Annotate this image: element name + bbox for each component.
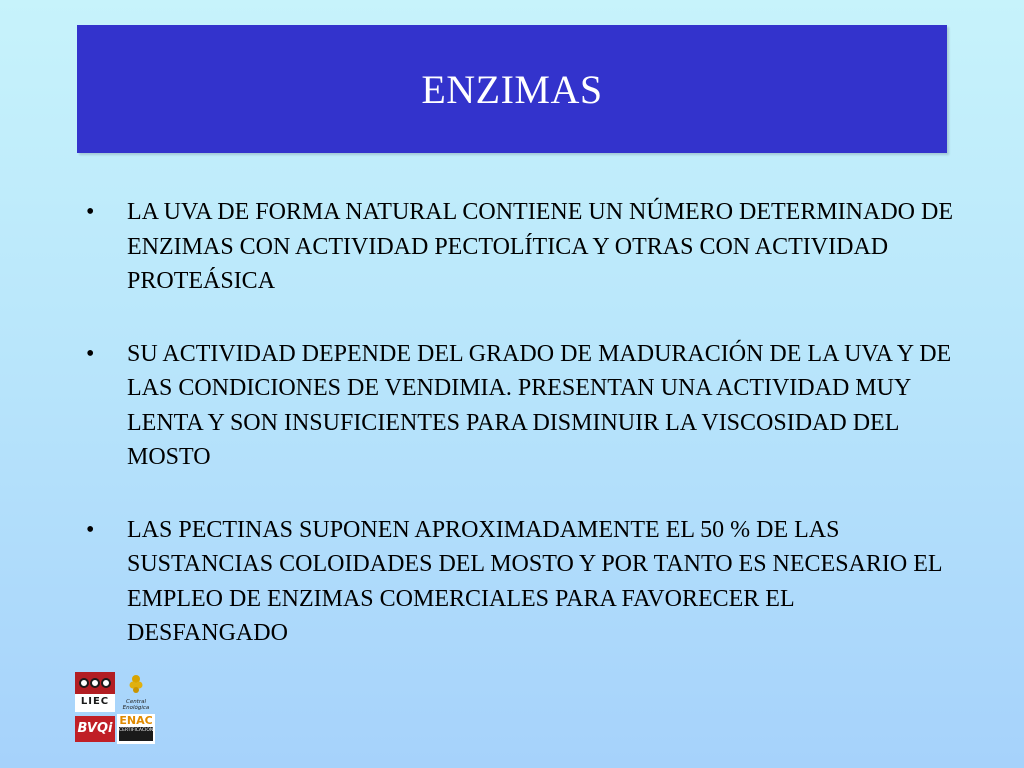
certification-logos [75, 672, 155, 744]
bvqi-logo-text: BVQi [77, 721, 113, 736]
bullet-dot-icon: • [86, 340, 95, 367]
liec-logo-text: LIEC [80, 696, 110, 707]
enac-sub-text: CERTIFICACION [119, 727, 153, 741]
liec-circle-icon [101, 678, 111, 688]
liec-banner [75, 672, 115, 694]
liec-circle-icon [90, 678, 100, 688]
central-enologica-logo [117, 672, 155, 712]
enac-logo [117, 714, 155, 744]
bullet-list [80, 195, 960, 689]
bullet-text: LAS PECTINAS SUPONEN APROXIMADAMENTE EL 50 % DE LAS SUSTANCIAS COLOIDADES DEL MOSTO Y POR TANTO ES NECESARIO EL EMPLEO DE ENZIMAS COMERCIALES PARA FAVORECER EL DESFANGADO [127, 516, 942, 646]
liec-circle-icon [79, 678, 89, 688]
bullet-text: LA UVA DE FORMA NATURAL CONTIENE UN NÚMERO DETERMINADO DE ENZIMAS CON ACTIVIDAD PECTOLÍTICA Y OTRAS CON ACTIVIDAD PROTEÁSICA [127, 199, 953, 294]
slide-title: ENZIMAS [421, 66, 603, 112]
bullet-item [80, 513, 960, 651]
bvqi-logo [75, 716, 115, 742]
liec-logo [75, 672, 115, 712]
grape-icon [129, 674, 143, 694]
bullet-dot-icon: • [86, 516, 95, 543]
bullet-dot-icon: • [86, 199, 95, 225]
bullet-text: SU ACTIVIDAD DEPENDE DEL GRADO DE MADURACIÓN DE LA UVA Y DE LAS CONDICIONES DE VENDIMIA. PRESENTAN UNA ACTIVIDAD MUY LENTA Y SON INSUFICIENTES PARA DISMINUIR LA VISCOSIDAD DEL MOSTO [127, 340, 952, 470]
enac-logo-text: ENAC [119, 714, 153, 727]
bullet-item [80, 195, 960, 299]
title-bar [77, 25, 947, 153]
bullet-item [80, 337, 960, 475]
central-enologica-text: Central Enológica [122, 699, 150, 711]
